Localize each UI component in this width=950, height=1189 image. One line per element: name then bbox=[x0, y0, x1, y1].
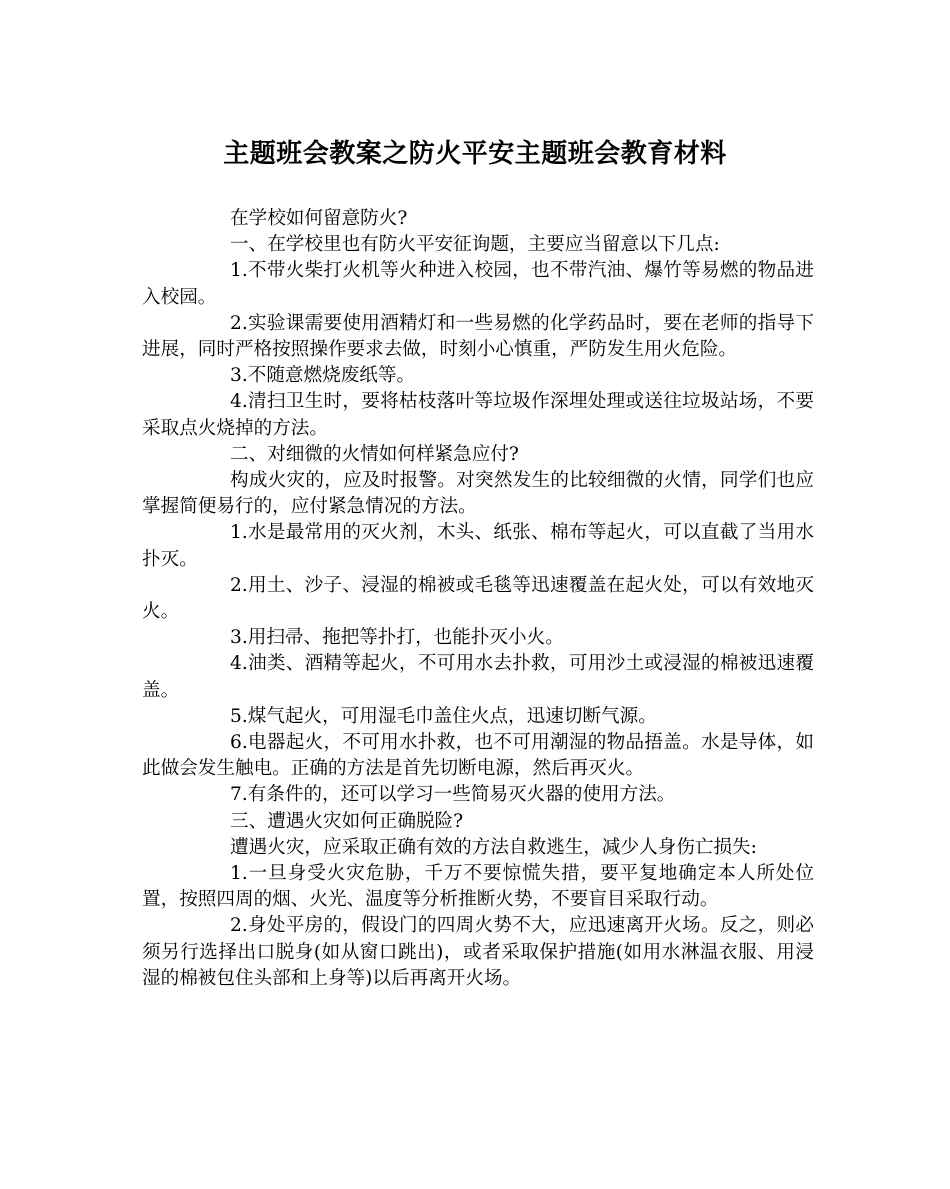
paragraph: 遭遇火灾，应采取正确有效的方法自救逃生，减少人身伤亡损失: bbox=[230, 836, 757, 858]
paragraph: 6.电器起火，不可用水扑救，也不可用潮湿的物品捂盖。水是导体，如此做会发生触电。正确的方法是首先切断电源，然后再灭火。 bbox=[142, 732, 814, 780]
paragraph: 2.身处平房的，假设门的四周火势不大，应迅速离开火场。反之，则必须另行选择出口脱身(如从窗口跳出)，或者采取保护措施(如用水淋温衣服、用浸湿的棉被包住头部和上身等)以后再离开火场。 bbox=[142, 915, 814, 989]
paragraph: 2.实验课需要使用酒精灯和一些易燃的化学药品时，要在老师的指导下进展，同时严格按照操作要求去做，时刻小心慎重，严防发生用火危险。 bbox=[142, 312, 814, 361]
paragraph: 4.清扫卫生时，要将枯枝落叶等垃圾作深埋处理或送往垃圾站场，不要采取点火烧掉的方法。 bbox=[142, 391, 814, 439]
paragraph: 二、对细微的火情如何样紧急应付? bbox=[230, 443, 519, 465]
paragraph: 构成火灾的，应及时报警。对突然发生的比较细微的火情，同学们也应掌握简便易行的，应付紧急情况的方法。 bbox=[142, 470, 814, 518]
paragraph: 7.有条件的，还可以学习一些简易灭火器的使用方法。 bbox=[230, 784, 676, 806]
paragraph: 5.煤气起火，可用湿毛巾盖住火点，迅速切断气源。 bbox=[230, 705, 657, 727]
paragraph: 在学校如何留意防火? bbox=[230, 208, 408, 229]
paragraph: 三、遭遇火灾如何正确脱险? bbox=[230, 810, 464, 832]
paragraph: 3.不随意燃烧废纸等。 bbox=[230, 365, 416, 387]
document-body bbox=[142, 206, 814, 992]
paragraph: 4.油类、酒精等起火，不可用水去扑救，可用沙土或浸湿的棉被迅速覆盖。 bbox=[142, 653, 814, 701]
document-title: 主题班会教案之防火平安主题班会教育材料 bbox=[223, 139, 727, 169]
paragraph: 一、在学校里也有防火平安征询题，主要应当留意以下几点: bbox=[230, 234, 720, 256]
paragraph: 1.水是最常用的灭火剂，木头、纸张、棉布等起火，可以直截了当用水扑灭。 bbox=[142, 522, 814, 570]
paragraph: 3.用扫帚、拖把等扑打，也能扑灭小火。 bbox=[230, 627, 564, 649]
paragraph: 1.不带火柴打火机等火种进入校园，也不带汽油、爆竹等易燃的物品进入校园。 bbox=[142, 260, 814, 308]
paragraph: 2.用土、沙子、浸湿的棉被或毛毯等迅速覆盖在起火处，可以有效地灭火。 bbox=[142, 574, 814, 623]
paragraph: 1.一旦身受火灾危胁，千万不要惊慌失措，要平复地确定本人所处位置，按照四周的烟、火光、温度等分析推断火势，不要盲目采取行动。 bbox=[142, 863, 814, 911]
